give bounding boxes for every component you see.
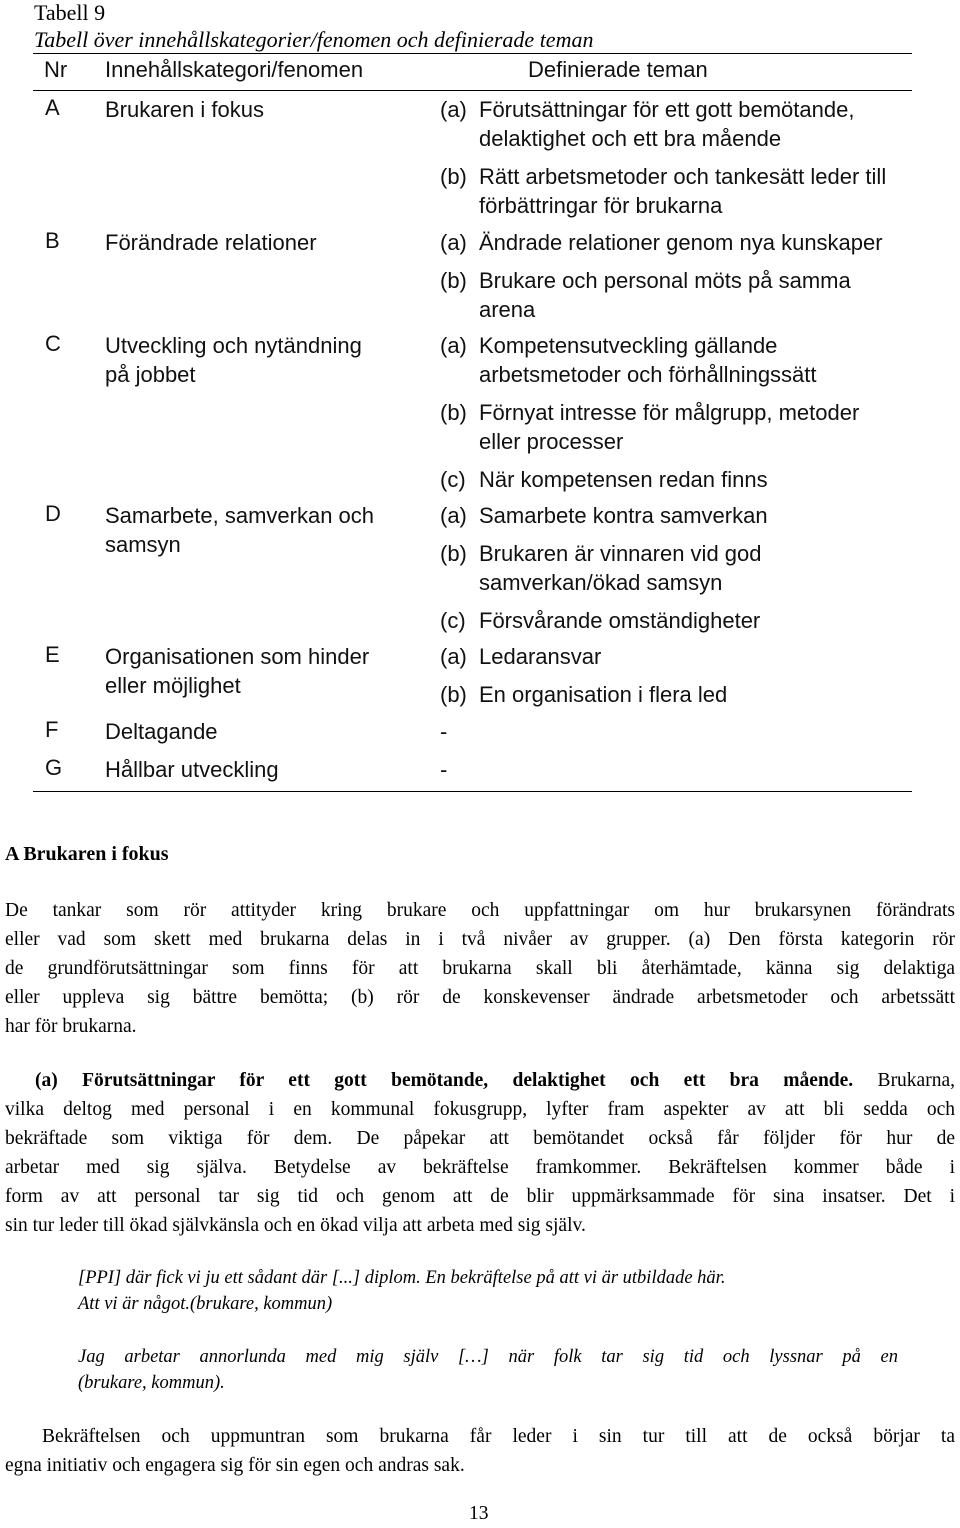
row-themes xyxy=(440,642,920,718)
row-themes-empty: - xyxy=(440,757,448,782)
header-themes: Definierade teman xyxy=(528,57,708,82)
row-nr: B xyxy=(45,228,60,253)
row-category: Brukaren i fokus xyxy=(105,97,264,122)
theme-item: (a) Samarbete kontra samverkan xyxy=(440,503,768,528)
theme-item: (a) Ledaransvar xyxy=(440,644,602,669)
paragraph-2-first-rest: Brukarna, xyxy=(853,1070,955,1091)
theme-item: (a) Kompetensutveckling gällande arbetsmetoder och förhållningssätt xyxy=(440,333,817,387)
theme-item: (b) Brukaren är vinnaren vid god samverkan/ökad samsyn xyxy=(440,541,762,595)
table-number: Tabell 9 xyxy=(34,0,106,25)
paragraph-1: De tankar som rör attityder kring brukare och uppfattningar om hur brukarsynen förändrats eller vad som skett med brukarna delas in i två nivåer av grupper. (a) Den första kategorin rör de grundförutsättningar som finns för att brukarna skall bli återhämtade, känna sig delaktiga eller uppleva sig bättre bemötta; (b) rör de konskevenser ändrade arbetsmetoder och arbetssätt har för brukarna. xyxy=(5,900,955,1037)
row-category: Hållbar utveckling xyxy=(105,757,279,782)
section-heading: A Brukaren i fokus xyxy=(5,843,169,865)
row-category: Samarbete, samverkan och samsyn xyxy=(105,503,375,557)
row-themes-empty: - xyxy=(440,719,448,744)
row-category: Förändrade relationer xyxy=(105,230,317,255)
paragraph-2-first-line xyxy=(5,1066,955,1095)
page-number: 13 xyxy=(469,1503,489,1524)
row-nr: E xyxy=(45,642,60,667)
paragraph-2: (a) Förutsättningar för ett gott bemötande, delaktighet och ett bra mående. Brukarna, vilka deltog med personal i en kommunal fokusgrupp, lyfter fram aspekter av att bli sedda och bekräftade som viktiga för dem. De påpekar att bemötandet också får följder för hur de arbetar med sig själva. Betydelse av bekräftelse framkommer. Bekräftelsen kommer både i form av att personal tar sig tid och genom att de blir uppmärksammade för sina insatser. Det i sin tur leder till ökad självkänsla och en ökad vilja att arbeta med sig själv. xyxy=(5,1066,955,1240)
table-header-rule xyxy=(33,90,912,91)
theme-item: (a) Förutsättningar för ett gott bemötande, delaktighet och ett bra mående xyxy=(440,97,855,151)
table-caption: Tabell över innehållskategorier/fenomen och definierade teman xyxy=(34,27,594,52)
quote-1: [PPI] där fick vi ju ett sådant där [...] diplom. En bekräftelse på att vi är utbildade här. Att vi är något.(brukare, kommun) xyxy=(78,1268,726,1314)
row-themes xyxy=(440,228,920,333)
theme-item: (b) Förnyat intresse för målgrupp, metoder eller processer xyxy=(440,400,860,454)
paragraph-2-bold: (a) Förutsättningar för ett gott bemötande, delaktighet och ett bra mående. xyxy=(35,1070,854,1091)
theme-item: (b) Brukare och personal möts på samma arena xyxy=(440,268,851,322)
row-themes xyxy=(440,331,920,503)
row-themes xyxy=(440,501,920,644)
header-category: Innehållskategori/fenomen xyxy=(105,57,364,82)
row-category: Organisationen som hinder eller möjlighet xyxy=(105,644,370,698)
row-nr: A xyxy=(45,95,60,120)
theme-item: (b) En organisation i flera led xyxy=(440,682,728,707)
header-nr: Nr xyxy=(44,57,68,82)
paragraph-3: Bekräftelsen och uppmuntran som brukarna får leder i sin tur till att de också börjar ta egna initiativ och engagera sig för sin egen och andras sak. xyxy=(5,1426,955,1476)
row-nr: G xyxy=(45,755,63,780)
row-nr: F xyxy=(45,717,59,742)
table-bottom-rule xyxy=(33,791,912,792)
quote-2: Jag arbetar annorlunda med mig själv […] när folk tar sig tid och lyssnar på en (brukare, kommun). xyxy=(78,1347,898,1393)
row-category: Utveckling och nytändning på jobbet xyxy=(105,333,362,387)
table-top-rule xyxy=(33,53,912,54)
row-themes xyxy=(440,95,920,229)
theme-item: (b) Rätt arbetsmetoder och tankesätt leder till förbättringar för brukarna xyxy=(440,164,887,218)
row-nr: D xyxy=(45,501,61,526)
theme-item: (a) Ändrade relationer genom nya kunskaper xyxy=(440,230,883,255)
theme-item: (c) Försvårande omständigheter xyxy=(440,608,761,633)
row-nr: C xyxy=(45,331,61,356)
row-category: Deltagande xyxy=(105,719,218,744)
theme-item: (c) När kompetensen redan finns xyxy=(440,467,768,492)
